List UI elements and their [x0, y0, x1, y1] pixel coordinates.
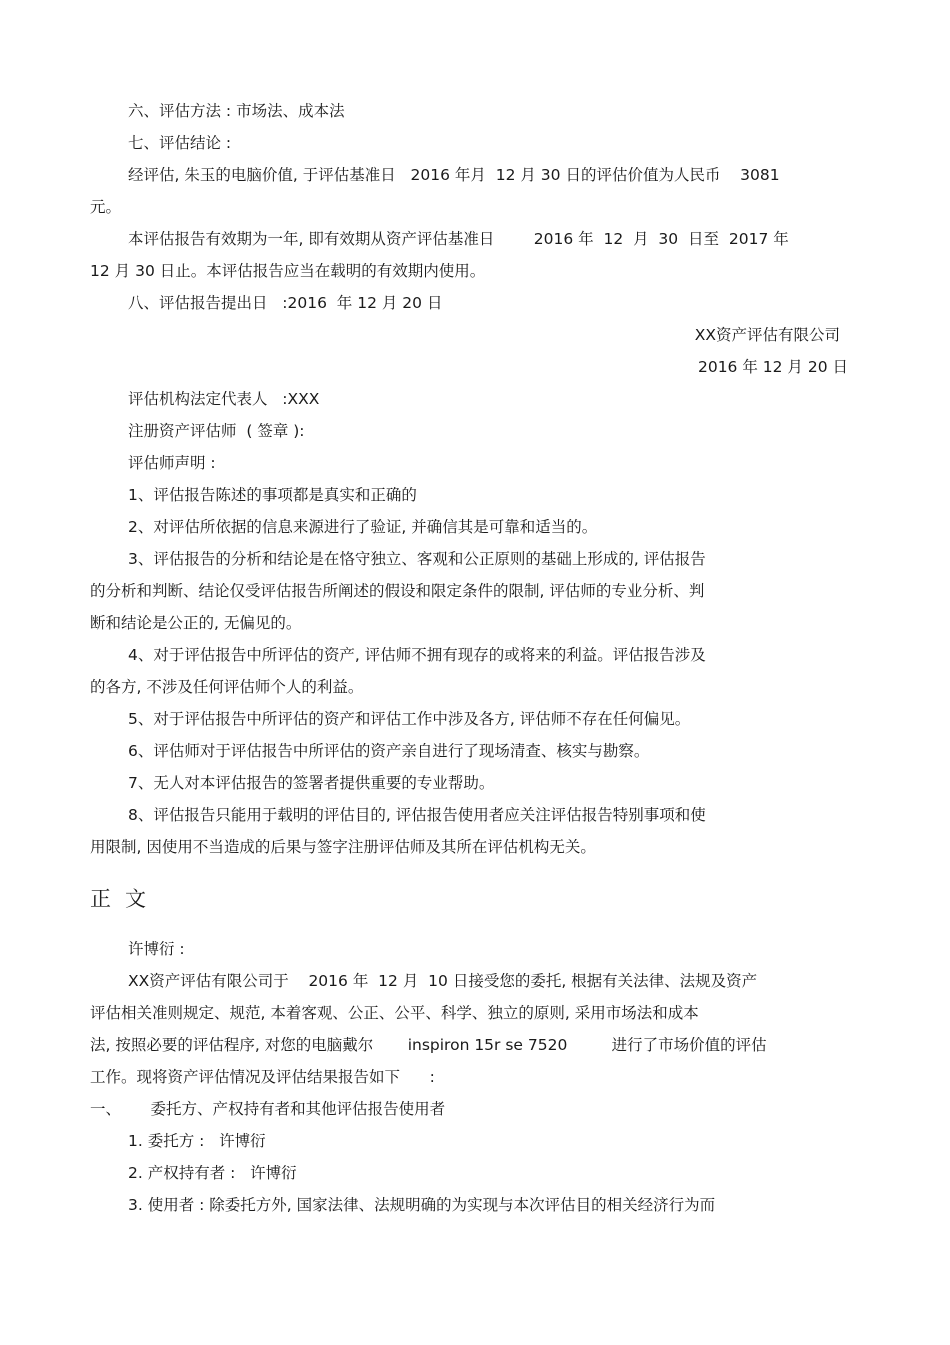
declaration-item-1: 1、评估报告陈述的事项都是真实和正确的: [128, 486, 417, 504]
conclusion-line-2: 元。: [90, 198, 122, 216]
declaration-item-2: 2、对评估所依据的信息来源进行了验证, 并确信其是可靠和适当的。: [128, 518, 598, 536]
declaration-title: 评估师声明 :: [128, 454, 216, 472]
part-1-client: 1. 委托方 : 许博衍: [128, 1132, 266, 1150]
declaration-item-6: 6、评估师对于评估报告中所评估的资产亲自进行了现场清查、核实与勘察。: [128, 742, 650, 760]
declaration-item-8-line-1: 8、评估报告只能用于载明的评估目的, 评估报告使用者应关注评估报告特别事项和使: [128, 806, 706, 824]
declaration-item-5: 5、对于评估报告中所评估的资产和评估工作中涉及各方, 评估师不存在任何偏见。: [128, 710, 691, 728]
appraiser-signature: 注册资产评估师 ( 签章 ):: [128, 422, 305, 440]
body-heading: 正文: [90, 887, 160, 911]
declaration-item-8-line-2: 用限制, 因使用不当造成的后果与签字注册评估师及其所在评估机构无关。: [90, 838, 596, 856]
section-6-method: 六、评估方法 : 市场法、成本法: [128, 102, 345, 120]
company-name: XX资产评估有限公司: [694, 326, 840, 344]
validity-line-2: 12 月 30 日止。本评估报告应当在载明的有效期内使用。: [90, 262, 486, 280]
declaration-item-7: 7、无人对本评估报告的签署者提供重要的专业帮助。: [128, 774, 495, 792]
declaration-item-4-line-1: 4、对于评估报告中所评估的资产, 评估师不拥有现存的或将来的利益。评估报告涉及: [128, 646, 706, 664]
intro-line-3: 法, 按照必要的评估程序, 对您的电脑戴尔 inspiron 15r se 7520 进行了市场价值的评估: [90, 1036, 767, 1054]
salutation: 许博衍 :: [128, 940, 185, 958]
validity-line-1: 本评估报告有效期为一年, 即有效期从资产评估基准日 2016 年 12 月 30 日至 2017 年: [128, 230, 789, 248]
intro-line-4: 工作。现将资产评估情况及评估结果报告如下 :: [90, 1068, 435, 1086]
intro-line-2: 评估相关准则规定、规范, 本着客观、公正、公平、科学、独立的原则, 采用市场法和成本: [90, 1004, 699, 1022]
part-1-title: 一、 委托方、产权持有者和其他评估报告使用者: [90, 1100, 446, 1118]
declaration-item-3-line-3: 断和结论是公正的, 无偏见的。: [90, 614, 302, 632]
legal-representative: 评估机构法定代表人 :XXX: [128, 390, 320, 408]
section-8-date: 八、评估报告提出日 :2016 年 12 月 20 日: [128, 294, 443, 312]
section-7-title: 七、评估结论 :: [128, 134, 232, 152]
intro-line-1: XX资产评估有限公司于 2016 年 12 月 10 日接受您的委托, 根据有关法律、法规及资产: [128, 972, 758, 990]
declaration-item-4-line-2: 的各方, 不涉及任何评估师个人的利益。: [90, 678, 364, 696]
conclusion-line-1: 经评估, 朱玉的电脑价值, 于评估基准日 2016 年月 12 月 30 日的评估价值为人民币 3081: [128, 166, 780, 184]
declaration-item-3-line-2: 的分析和判断、结论仅受评估报告所阐述的假设和限定条件的限制, 评估师的专业分析、判: [90, 582, 705, 600]
declaration-item-3-line-1: 3、评估报告的分析和结论是在恪守独立、客观和公正原则的基础上形成的, 评估报告: [128, 550, 706, 568]
report-date: 2016 年 12 月 20 日: [697, 358, 848, 376]
part-1-owner: 2. 产权持有者 : 许博衍: [128, 1164, 297, 1182]
part-1-user: 3. 使用者 : 除委托方外, 国家法律、法规明确的为实现与本次评估目的相关经济行为而: [128, 1196, 716, 1214]
